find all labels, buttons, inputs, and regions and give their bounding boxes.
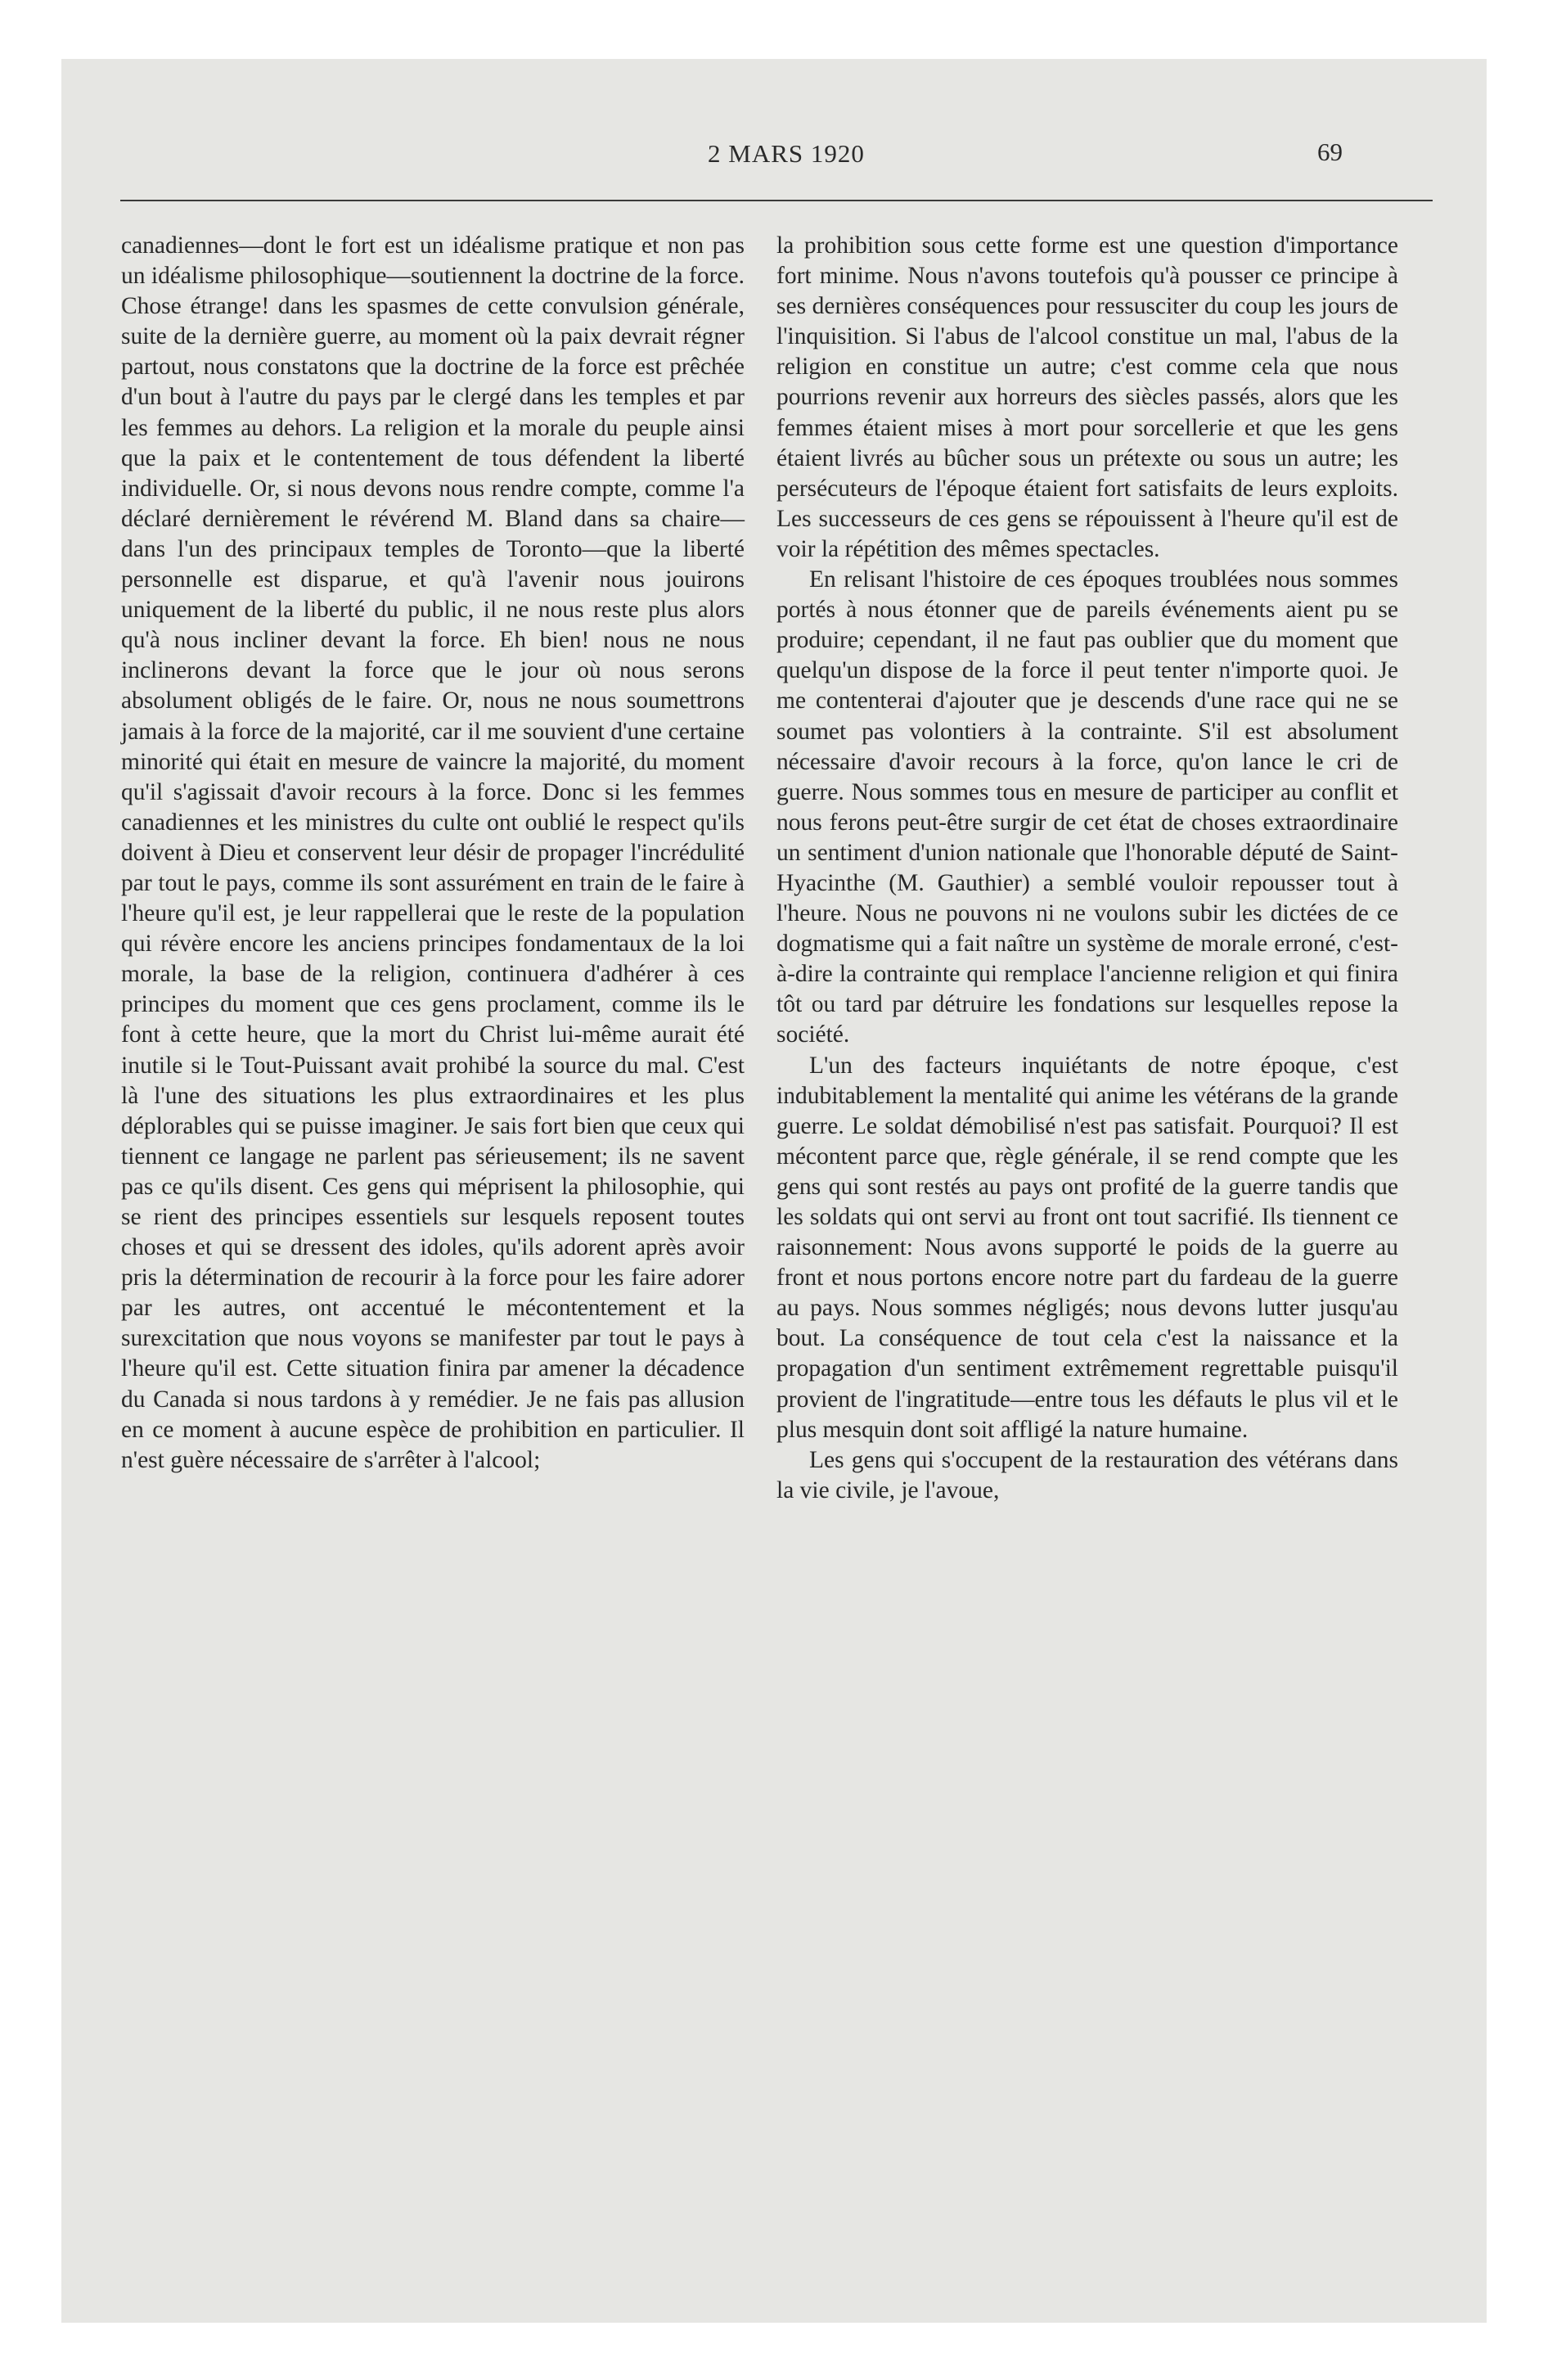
paragraph: En relisant l'histoire de ces époques troublées nous sommes portés à nous étonner que de pareils événements aient pu se produire; cependant, il ne faut pas oublier que du moment que quelqu'un dispose de la force il peut tenter n'importe quoi. Je me contenterai d'ajouter que je descends d'une race qui ne se soumet pas volontiers à la contrainte. S'il est absolument nécessaire d'avoir recours à la force, qu'on lance le cri de guerre. Nous sommes tous en mesure de participer au conflit et nous ferons peut-être surgir de cet état de choses extraordinaire un sentiment d'union nationale que l'honorable député de Saint-Hyacinthe (M. Gauthier) a semblé vouloir repousser tout à l'heure. Nous ne pouvons ni ne voulons subir les dictées de ce dogmatisme qui a fait naître un système de morale erroné, c'est-à-dire la contrainte qui remplace l'ancienne religion et qui finira tôt ou tard par détruire les fondations sur lesquelles repose la société. xyxy=(776,566,1398,1048)
paragraph: L'un des facteurs inquiétants de notre époque, c'est indubitablement la mentalité qui anime les vétérans de la grande guerre. Le soldat démobilisé n'est pas satisfait. Pourquoi? Il est mécontent parce que, règle générale, il se rend compte que les gens qui sont restés au pays ont profité de la guerre tandis que les soldats qui ont servi au front ont tout sacrifié. Ils tiennent ce raisonnement: Nous avons supporté le poids de la guerre au front et nous portons encore notre part du fardeau de la guerre au pays. Nous sommes négligés; nous devons lutter jusqu'au bout. La conséquence de tout cela c'est la naissance et la propagation d'un sentiment extrêmement regrettable puisqu'il provient de l'ingratitude—entre tous les défauts le plus vil et le plus mesquin dont soit affligé la nature humaine. xyxy=(776,1052,1398,1443)
page-date: 2 MARS 1920 xyxy=(708,139,865,168)
right-column xyxy=(776,231,1398,1506)
page-number: 69 xyxy=(1317,137,1343,166)
paragraph: la prohibition sous cette forme est une question d'importance fort minime. Nous n'avons toutefois qu'à pousser ce principe à ses dernières conséquences pour ressusciter du coup les jours de l'inquisition. Si l'abus de l'alcool constitue un mal, l'abus de la religion en constitue un autre; c'est comme cela que nous pourrions revenir aux horreurs des siècles passés, alors que les femmes étaient mises à mort pour sorcellerie et que les gens étaient livrés au bûcher sous un prétexte ou sous un autre; les persécuteurs de l'époque étaient fort satisfaits de leurs exploits. Les successeurs de ces gens se répouissent à l'heure qu'il est de voir la répétition des mêmes spectacles. xyxy=(776,232,1398,562)
left-column xyxy=(121,231,745,1476)
header-rule xyxy=(120,200,1433,201)
paragraph: canadiennes—dont le fort est un idéalisme pratique et non pas un idéalisme philosophique—soutiennent la doctrine de la force. Chose étrange! dans les spasmes de cette convulsion générale, suite de la dernière guerre, au moment où la paix devrait régner partout, nous constatons que la doctrine de la force est prêchée d'un bout à l'autre du pays par le clergé dans les temples et par les femmes au dehors. La religion et la morale du peuple ainsi que la paix et le contentement de tous défendent la liberté individuelle. Or, si nous devons nous rendre compte, comme l'a déclaré dernièrement le révérend M. Bland dans sa chaire—dans l'un des principaux temples de Toronto—que la liberté personnelle est disparue, et qu'à l'avenir nous jouirons uniquement de la liberté du public, il ne nous reste plus alors qu'à nous incliner devant la force. Eh bien! nous ne nous inclinerons devant la force que le jour où nous serons absolument obligés de le faire. Or, nous ne nous soumettrons jamais à la force de la majorité, car il me souvient d'une certaine minorité qui était en mesure de vaincre la majorité, du moment qu'il s'agissait d'avoir recours à la force. Donc si les femmes canadiennes et les ministres du culte ont oublié le respect qu'ils doivent à Dieu et conservent leur désir de propager l'incrédulité par tout le pays, comme ils sont assurément en train de le faire à l'heure qu'il est, je leur rappellerai que le reste de la population qui révère encore les anciens principes fondamentaux de la loi morale, la base de la religion, continuera d'adhérer à ces principes du moment que ces gens proclament, comme ils le font à cette heure, que la mort du Christ lui-même aurait été inutile si le Tout-Puissant avait prohibé la source du mal. C'est là l'une des situations les plus extraordinaires et les plus déplorables qui se puisse imaginer. Je sais fort bien que ceux qui tiennent ce langage ne parlent pas sérieusement; ils ne savent pas ce qu'ils disent. Ces gens qui méprisent la philosophie, qui se rient des principes essentiels sur lesquels reposent toutes choses et qui se dressent des idoles, qu'ils adorent après avoir pris la détermination de recourir à la force pour les faire adorer par les autres, ont accentué le mécontentement et la surexcitation que nous voyons se manifester par tout le pays à l'heure qu'il est. Cette situation finira par amener la décadence du Canada si nous tardons à y remédier. Je ne fais pas allusion en ce moment à aucune espèce de prohibition en particulier. Il n'est guère nécessaire de s'arrêter à l'alcool; xyxy=(121,232,745,1473)
page-header xyxy=(61,82,1487,168)
paragraph: Les gens qui s'occupent de la restauration des vétérans dans la vie civile, je l'avoue, xyxy=(776,1446,1398,1503)
